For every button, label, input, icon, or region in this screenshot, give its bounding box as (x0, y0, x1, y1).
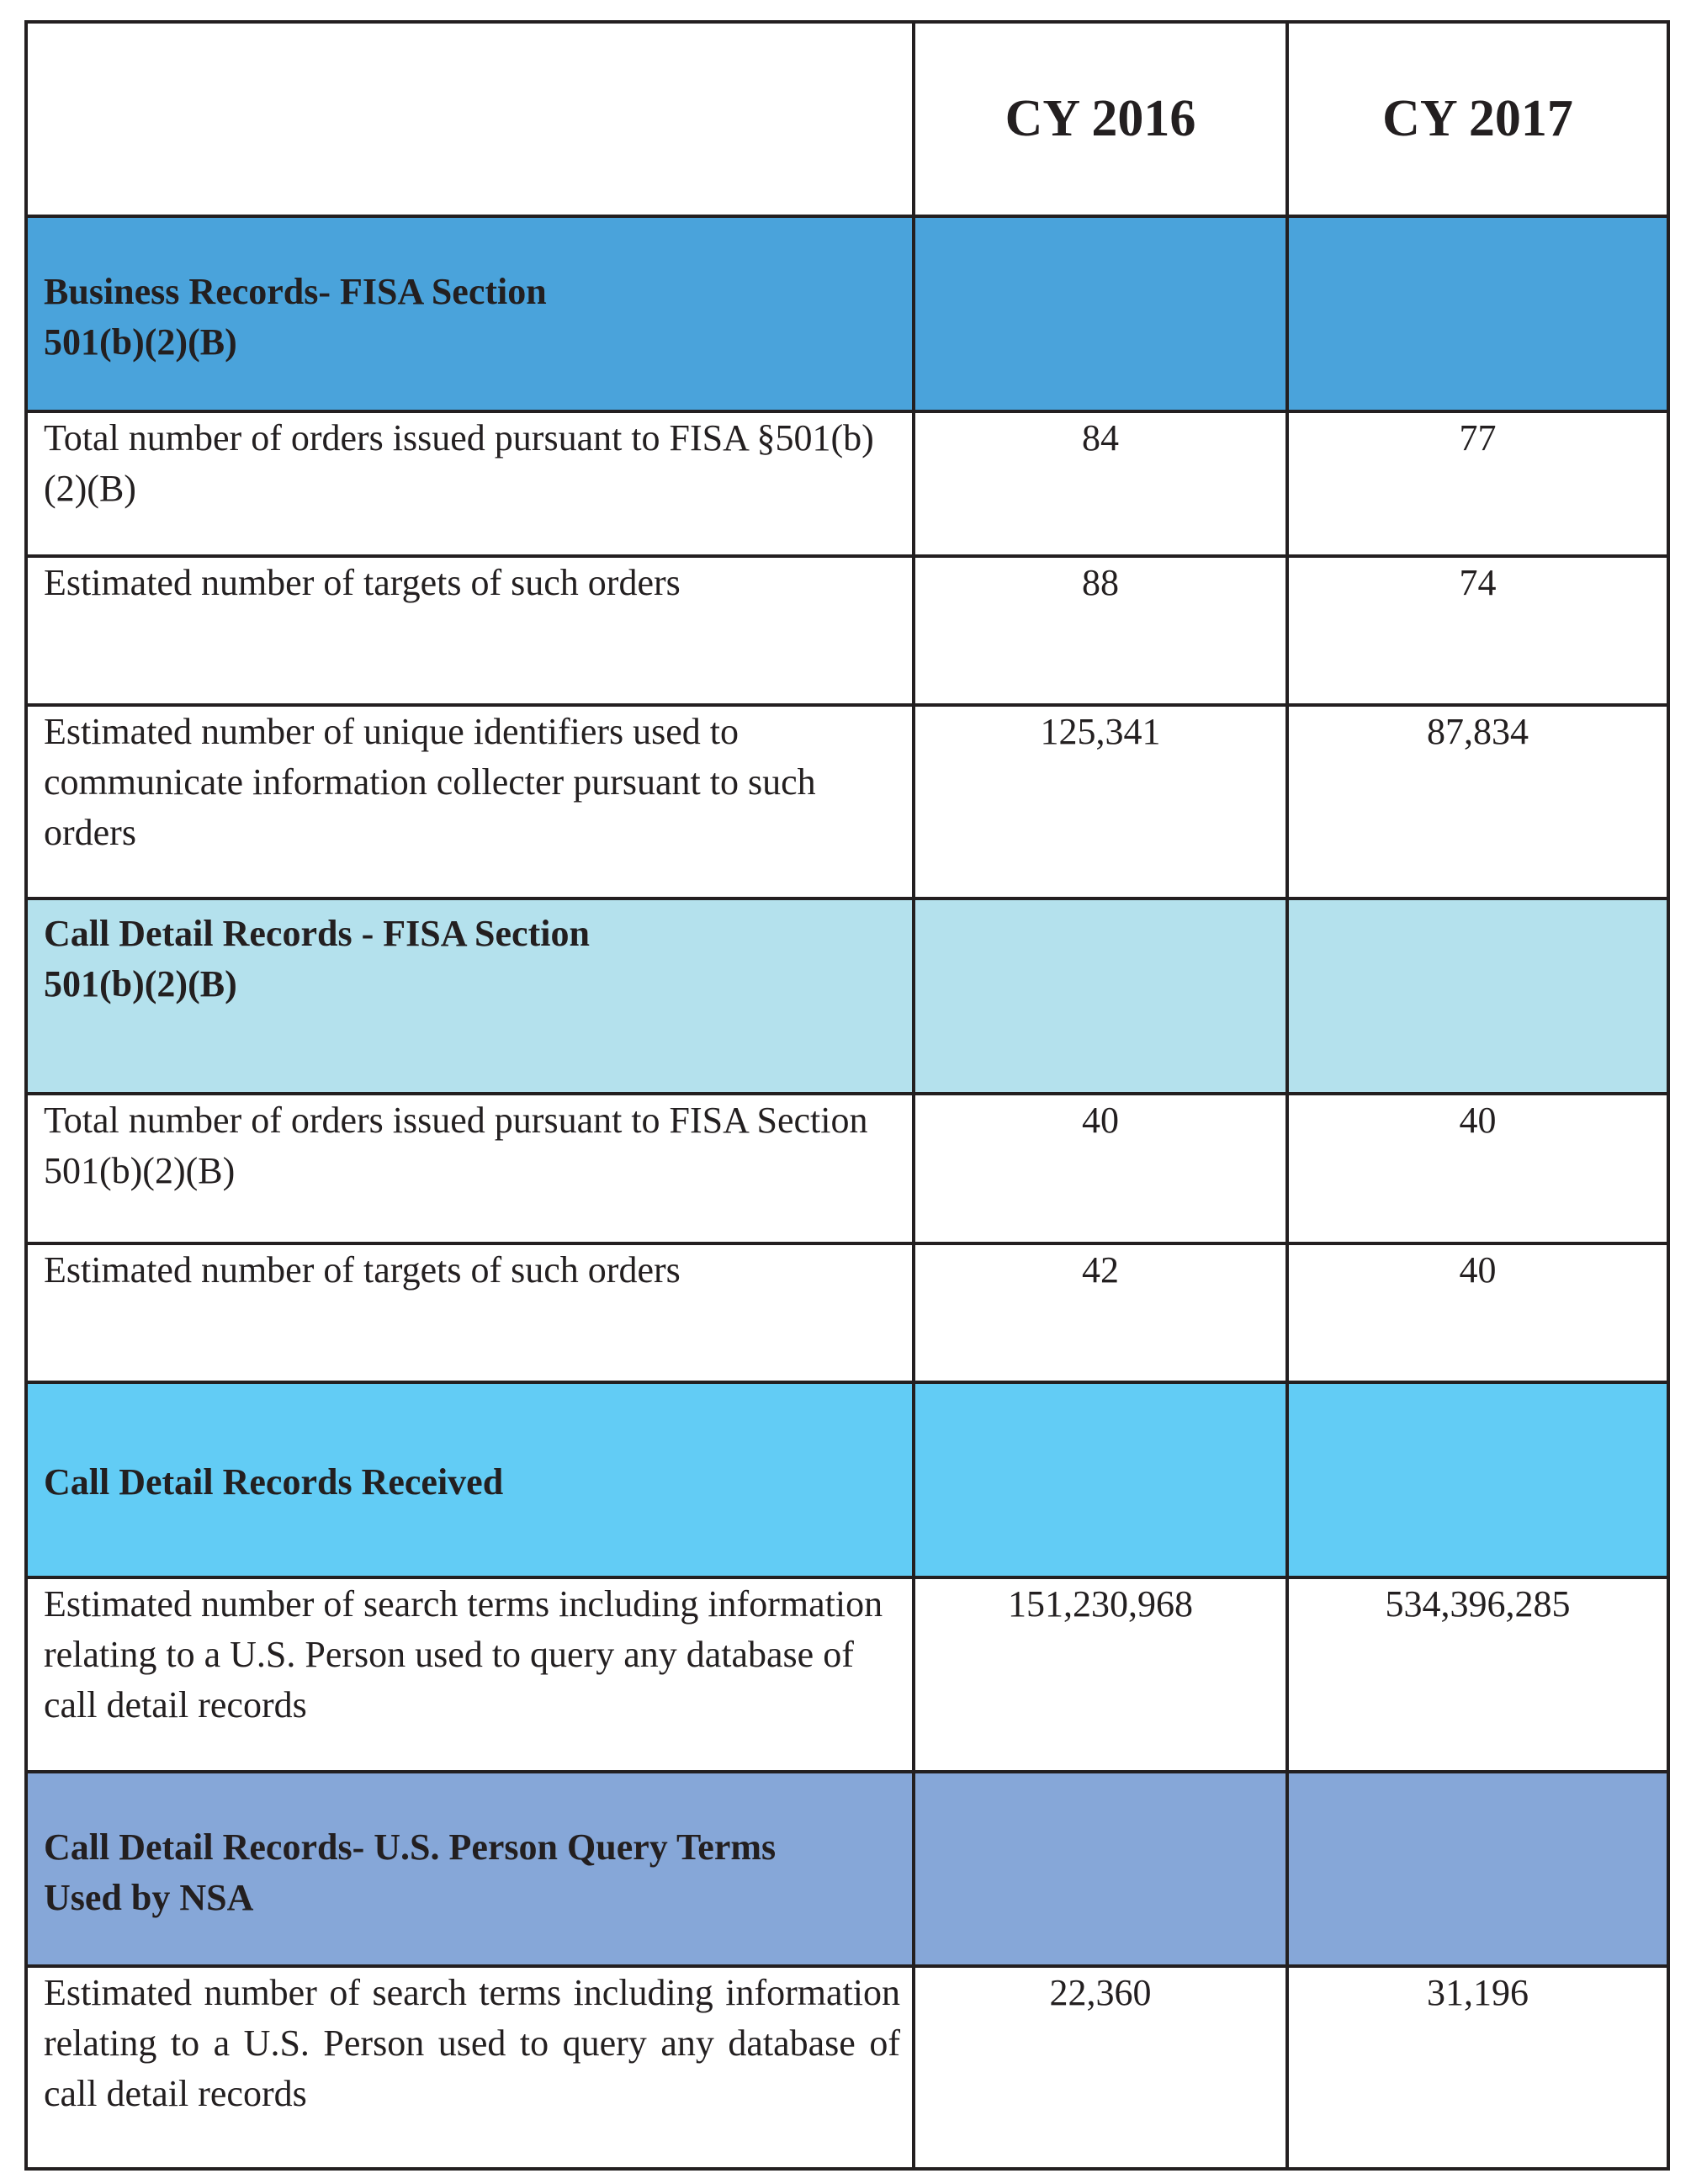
row-label: Estimated number of search terms including information relating to a U.S. Person used to query any database of call detail records (26, 1577, 914, 1772)
table-row (26, 411, 1668, 556)
section-title: Call Detail Records Received (26, 1382, 914, 1577)
value-cy2017: 40 (1287, 1243, 1668, 1382)
section-title-line: 501(b)(2)(B) (44, 321, 237, 363)
value-cy2017: 77 (1287, 411, 1668, 556)
section-empty-cell (1287, 899, 1668, 1094)
value-cy2017: 87,834 (1287, 705, 1668, 899)
value-cy2016: 22,360 (914, 1966, 1287, 2169)
section-title (26, 899, 914, 1094)
section-header-call-detail-records-received (26, 1382, 1668, 1577)
section-header-call-detail-records (26, 899, 1668, 1094)
value-cy2017: 534,396,285 (1287, 1577, 1668, 1772)
row-label: Total number of orders issued pursuant to FISA §501(b)(2)(B) (26, 411, 914, 556)
value-cy2016: 125,341 (914, 705, 1287, 899)
section-title (26, 1772, 914, 1966)
row-label: Estimated number of search terms including information relating to a U.S. Person used to query any database of call detail records (26, 1966, 914, 2169)
fisa-statistics-table (24, 20, 1670, 2171)
row-label: Total number of orders issued pursuant to FISA Section 501(b)(2)(B) (26, 1094, 914, 1243)
value-cy2016: 151,230,968 (914, 1577, 1287, 1772)
section-empty-cell (1287, 1772, 1668, 1966)
header-row (26, 22, 1668, 216)
header-blank-cell (26, 22, 914, 216)
column-header-cy2017: CY 2017 (1287, 22, 1668, 216)
section-header-us-person-query-terms (26, 1772, 1668, 1966)
section-empty-cell (914, 1382, 1287, 1577)
table-row (26, 1966, 1668, 2169)
section-empty-cell (914, 899, 1287, 1094)
table-row (26, 1577, 1668, 1772)
section-title-line: Used by NSA (44, 1876, 254, 1918)
section-empty-cell (914, 216, 1287, 411)
section-title-line: Call Detail Records - FISA Section (44, 913, 590, 954)
value-cy2016: 40 (914, 1094, 1287, 1243)
column-header-cy2016: CY 2016 (914, 22, 1287, 216)
section-empty-cell (914, 1772, 1287, 1966)
row-label: Estimated number of unique identifiers used to communicate information collecter pursuant to such orders (26, 705, 914, 899)
section-title (26, 216, 914, 411)
section-header-business-records (26, 216, 1668, 411)
value-cy2017: 40 (1287, 1094, 1668, 1243)
value-cy2016: 42 (914, 1243, 1287, 1382)
row-label: Estimated number of targets of such orders (26, 1243, 914, 1382)
section-title-line: 501(b)(2)(B) (44, 963, 237, 1005)
row-label: Estimated number of targets of such orders (26, 556, 914, 705)
table-row (26, 1243, 1668, 1382)
section-title-line: Business Records- FISA Section (44, 271, 547, 312)
section-empty-cell (1287, 1382, 1668, 1577)
value-cy2017: 31,196 (1287, 1966, 1668, 2169)
value-cy2016: 84 (914, 411, 1287, 556)
section-title-line: Call Detail Records- U.S. Person Query Terms (44, 1826, 777, 1868)
table-row (26, 556, 1668, 705)
value-cy2016: 88 (914, 556, 1287, 705)
table-row (26, 705, 1668, 899)
value-cy2017: 74 (1287, 556, 1668, 705)
section-empty-cell (1287, 216, 1668, 411)
table-row (26, 1094, 1668, 1243)
